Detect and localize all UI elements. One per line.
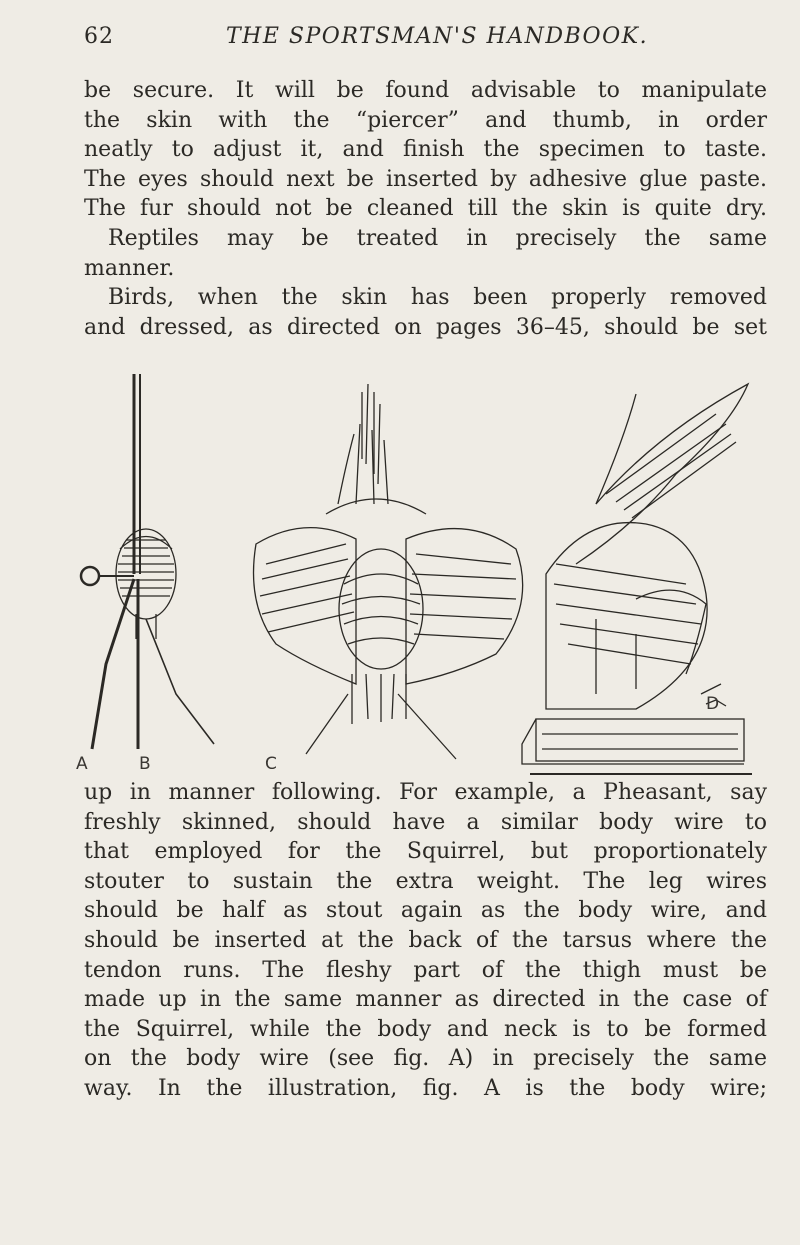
text-line: The fur should not be cleaned till the skin is quite dry. bbox=[84, 196, 767, 222]
fig-b-wrapped-body bbox=[116, 529, 214, 744]
text-line: be secure. It will be found advisable to manipulate bbox=[84, 78, 767, 103]
text-line: the Squirrel, while the body and neck is to be formed bbox=[84, 1016, 767, 1042]
text-line: on the body wire (see fig. A) in precisely the same bbox=[84, 1046, 767, 1072]
text-line: up in manner following. For example, a Pheasant, say bbox=[84, 780, 767, 805]
text-line: Reptiles may be treated in precisely the same bbox=[108, 225, 767, 251]
top-paragraphs bbox=[84, 76, 767, 342]
text-line: that employed for the Squirrel, but proportionately bbox=[84, 839, 767, 865]
text-line: The eyes should next be inserted by adhesive glue paste. bbox=[84, 166, 767, 192]
text-line: stouter to sustain the extra weight. The leg wires bbox=[84, 868, 767, 894]
text-line: tendon runs. The fleshy part of the thigh must be bbox=[84, 957, 767, 983]
text-line: freshly skinned, should have a similar body wire to bbox=[84, 809, 767, 835]
figure-illustration bbox=[76, 364, 776, 779]
text-line: way. In the illustration, fig. A is the body wire; bbox=[84, 1075, 767, 1101]
page-number: 62 bbox=[84, 24, 114, 49]
text-line: manner. bbox=[84, 255, 175, 281]
fig-d-mounted-bird bbox=[522, 384, 752, 774]
running-title: THE SPORTSMAN'S HANDBOOK. bbox=[226, 24, 649, 49]
text-line: and dressed, as directed on pages 36–45, should be set bbox=[84, 314, 767, 340]
page-header bbox=[0, 24, 800, 56]
fig-c-label: C bbox=[265, 754, 277, 774]
text-line: made up in the same manner as directed in the case of bbox=[84, 987, 767, 1013]
text-line: should be inserted at the back of the tarsus where the bbox=[84, 927, 767, 953]
text-line: Birds, when the skin has been properly removed bbox=[108, 285, 767, 311]
fig-b-label: B bbox=[139, 754, 151, 774]
fig-a-body-wire bbox=[81, 374, 140, 749]
fig-d-label: D bbox=[706, 694, 720, 714]
text-line: neatly to adjust it, and finish the specimen to taste. bbox=[84, 137, 767, 163]
text-line: should be half as stout again as the body wire, and bbox=[84, 898, 767, 924]
bottom-paragraph bbox=[84, 778, 767, 1104]
taxidermy-figure bbox=[76, 364, 776, 779]
fig-a-label: A bbox=[76, 754, 88, 774]
fig-c-bird-form bbox=[254, 384, 523, 759]
text-line: the skin with the “piercer” and thumb, in order bbox=[84, 107, 767, 133]
